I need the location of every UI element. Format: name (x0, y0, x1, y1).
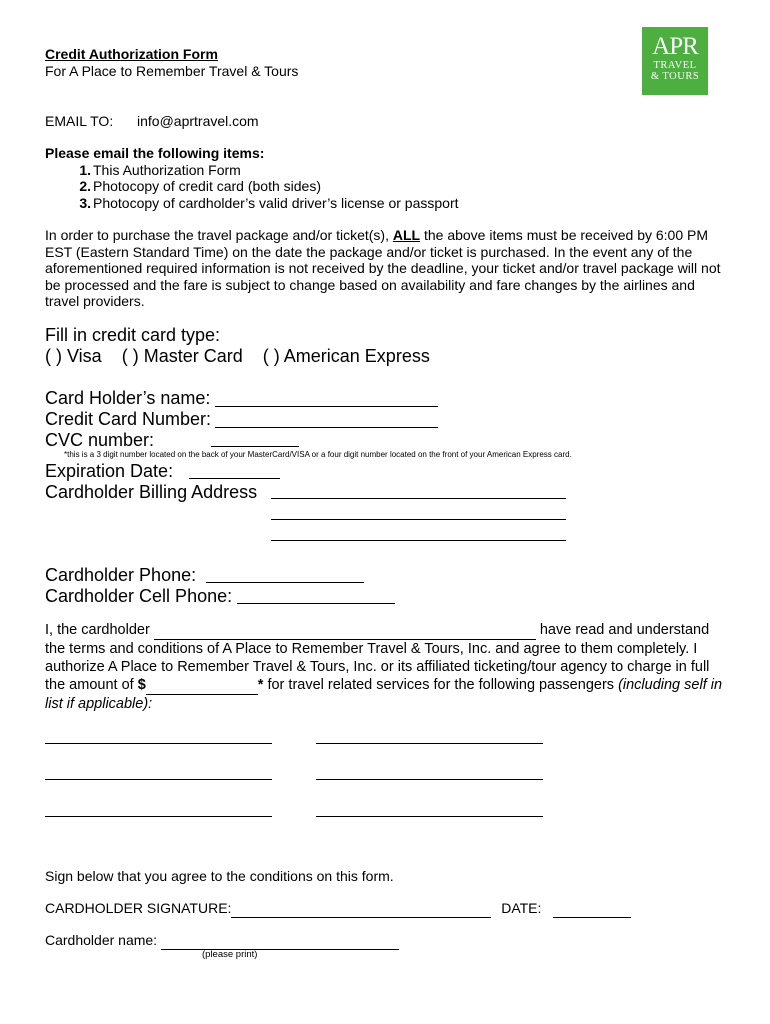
amount-blank[interactable] (146, 676, 258, 695)
notice-paragraph: In order to purchase the travel package and/or ticket(s), ALL the above items must be received by 6:00 PM EST (Eastern Standard Time) on the date the package and/or ticket is purchased. In the event any of the aforementioned required information is not received by the deadline, your ticket and/or travel package will not be processed and the fare is subject to change based on availability and fare changes by the airlines and travel providers. (45, 227, 721, 309)
passenger-line[interactable] (316, 816, 543, 817)
cardholder-name-row (45, 932, 399, 950)
cvc-row (45, 430, 154, 451)
list-item: 2. Photocopy of credit card (both sides) (79, 178, 322, 194)
authorization-paragraph: I, the cardholder have read and understand the terms and conditions of A Place to Remember Travel & Tours, Inc. and agree to them completely. I authorize A Place to Remember Travel & Tours, Inc. or its affiliated ticketing/tour agency to charge in full the amount of $ * for travel related services for the following passengers (including self in list if applicable): (45, 622, 723, 712)
billing-line-2[interactable] (271, 519, 566, 520)
logo-apr-text: APR (652, 33, 698, 60)
email-address[interactable]: info@aprtravel.com (137, 113, 259, 129)
email-row (45, 113, 259, 130)
card-type-options (45, 346, 430, 367)
form-header (45, 46, 298, 79)
passenger-line[interactable] (45, 743, 272, 744)
phone-label: Cardholder Phone: (45, 565, 197, 585)
items-list (45, 162, 459, 212)
signature-label: CARDHOLDER SIGNATURE: (45, 900, 232, 916)
items-section (45, 145, 459, 211)
billing-row (45, 482, 257, 503)
card-type-heading: Fill in credit card type: (45, 325, 221, 345)
cell-field[interactable] (237, 603, 395, 604)
signature-field[interactable] (231, 900, 491, 918)
logo-travel-text: TRAVEL (653, 60, 697, 71)
visa-option[interactable]: ( ) Visa (45, 346, 102, 366)
holder-name-label: Card Holder’s name: (45, 388, 211, 408)
holder-name-field[interactable] (215, 406, 438, 407)
cvc-label: CVC number: (45, 430, 155, 450)
holder-name-row (45, 388, 210, 409)
billing-line-3[interactable] (271, 540, 566, 541)
amex-option[interactable]: ( ) American Express (262, 346, 430, 366)
date-field[interactable] (553, 900, 631, 918)
phone-field[interactable] (206, 582, 364, 583)
date-label: DATE: (501, 900, 542, 916)
expiration-label: Expiration Date: (45, 461, 174, 481)
cell-row (45, 586, 232, 607)
expiration-field[interactable] (189, 478, 280, 479)
card-number-label: Credit Card Number: (45, 409, 212, 429)
cardholder-name-blank[interactable] (154, 621, 536, 640)
sign-instruction: Sign below that you agree to the conditions on this form. (45, 868, 394, 884)
list-item: 1. This Authorization Form (79, 161, 241, 178)
notice-emphasis: ALL (392, 227, 421, 243)
passenger-line[interactable] (316, 779, 543, 780)
items-heading: Please email the following items: (45, 145, 265, 161)
logo-tours-text: & TOURS (650, 71, 700, 82)
form-title: Credit Authorization Form (45, 46, 218, 62)
card-number-row (45, 409, 211, 430)
billing-label: Cardholder Billing Address (45, 482, 258, 502)
card-type-section (45, 325, 430, 367)
mastercard-option[interactable]: ( ) Master Card (121, 346, 243, 366)
cvc-field[interactable] (211, 446, 299, 447)
phone-row (45, 565, 196, 586)
card-number-field[interactable] (215, 427, 438, 428)
expiration-row (45, 461, 173, 482)
apr-logo (642, 27, 708, 95)
cardholder-name-field[interactable] (161, 932, 399, 950)
passenger-line[interactable] (45, 816, 272, 817)
print-note: (please print) (202, 949, 258, 960)
cvc-note: *this is a 3 digit number located on the back of your MasterCard/VISA or a four digit number located on the front of your American Express card. (64, 450, 572, 459)
cardholder-name-label: Cardholder name: (45, 932, 158, 948)
form-subtitle: For A Place to Remember Travel & Tours (45, 62, 299, 79)
passenger-line[interactable] (316, 743, 543, 744)
passenger-line[interactable] (45, 779, 272, 780)
billing-line-1[interactable] (271, 498, 566, 499)
email-label: EMAIL TO: (45, 113, 114, 129)
signature-row (45, 900, 631, 918)
cell-label: Cardholder Cell Phone: (45, 586, 233, 606)
list-item: 3. Photocopy of cardholder’s valid driver’s license or passport (79, 194, 459, 211)
